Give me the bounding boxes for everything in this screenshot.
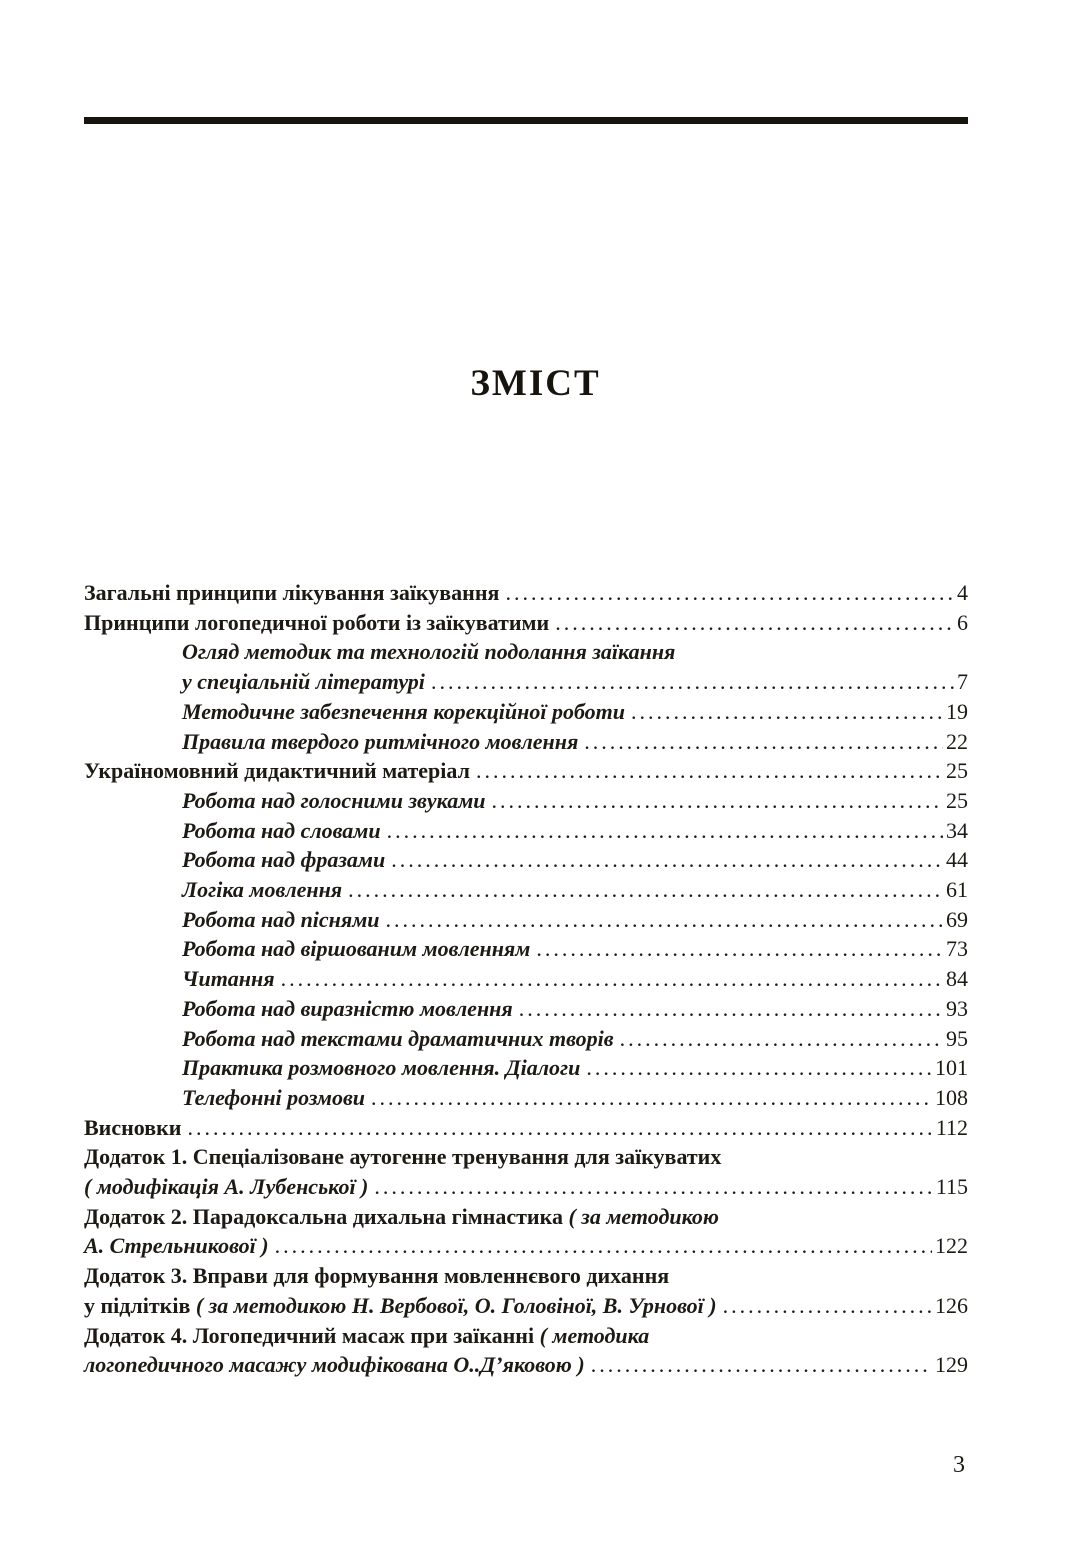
toc-entry-text xyxy=(84,1291,717,1321)
toc-entry-text xyxy=(84,578,499,608)
toc-entry-text xyxy=(182,994,513,1024)
toc-text-segment: Робота над віршованим мовленням xyxy=(182,936,531,962)
toc-line xyxy=(84,934,968,964)
toc-line xyxy=(84,637,968,667)
toc-line xyxy=(84,875,968,905)
toc-line xyxy=(84,1202,968,1232)
toc-entry-text xyxy=(182,637,675,667)
toc-line xyxy=(84,994,968,1024)
toc-entry-text xyxy=(182,816,381,846)
toc-line xyxy=(84,727,968,757)
page-title: ЗМІСТ xyxy=(470,363,601,404)
toc-text-segment: Методичне забезпечення корекційної роботи xyxy=(182,698,626,724)
dot-leader xyxy=(584,727,943,757)
table-of-contents xyxy=(84,578,968,1380)
toc-entry-text xyxy=(182,875,342,905)
toc-page-number: 4 xyxy=(957,580,968,605)
toc-page-number: 22 xyxy=(946,728,968,754)
dot-leader xyxy=(631,697,943,727)
toc-line xyxy=(84,1024,968,1054)
toc-page-number: 25 xyxy=(946,787,968,813)
toc-page-number: 112 xyxy=(935,1114,968,1140)
toc-page-number: 129 xyxy=(935,1352,968,1378)
toc-page-number: 108 xyxy=(935,1084,968,1110)
dot-leader xyxy=(519,994,943,1024)
toc-entry-text xyxy=(84,1202,719,1232)
dot-leader xyxy=(555,608,954,638)
toc-entry-text xyxy=(182,667,425,697)
toc-text-segment: ( модифікація А. Лубенської ) xyxy=(84,1174,369,1200)
toc-entry-text xyxy=(182,1024,614,1054)
toc-entry-text xyxy=(182,1083,365,1113)
toc-line xyxy=(84,786,968,816)
toc-entry-text xyxy=(84,1231,269,1261)
toc-page-number: 73 xyxy=(946,936,968,962)
toc-line xyxy=(84,1172,968,1202)
dot-leader xyxy=(386,905,943,935)
toc-text-segment: Читання xyxy=(182,966,275,992)
toc-line xyxy=(84,578,968,608)
dot-leader xyxy=(476,756,943,786)
dot-leader xyxy=(281,964,943,994)
toc-text-segment: ( методика xyxy=(539,1322,650,1348)
toc-line xyxy=(84,1142,968,1172)
dot-leader xyxy=(371,1083,932,1113)
toc-line xyxy=(84,964,968,994)
toc-entry-text xyxy=(182,786,486,816)
toc-text-segment: у спеціальній літературі xyxy=(182,669,425,695)
toc-entry-text xyxy=(84,608,549,638)
toc-text-segment: Робота над словами xyxy=(182,817,381,843)
dot-leader xyxy=(275,1231,932,1261)
dot-leader xyxy=(620,1024,943,1054)
dot-leader xyxy=(387,816,943,846)
dot-leader xyxy=(187,1113,932,1143)
toc-line xyxy=(84,1083,968,1113)
toc-text-segment: Телефонні розмови xyxy=(182,1084,366,1110)
toc-text-segment: Додаток 3. Вправи для формування мовленнєвого дихання xyxy=(84,1263,670,1289)
toc-text-segment: Загальні принципи лікування заїкування xyxy=(84,580,500,605)
toc-line xyxy=(84,667,968,697)
toc-text-segment: А. Стрельникової ) xyxy=(84,1233,269,1259)
toc-entry-text xyxy=(182,845,385,875)
toc-text-segment: Логіка мовлення xyxy=(182,877,343,903)
toc-line xyxy=(84,816,968,846)
toc-line xyxy=(84,1321,968,1351)
toc-page-number: 115 xyxy=(935,1174,968,1200)
toc-line xyxy=(84,1291,968,1321)
toc-text-segment: Додаток 2. Парадоксальна дихальна гімнастика xyxy=(84,1203,569,1229)
toc-entry-text xyxy=(182,697,625,727)
toc-page-number: 84 xyxy=(946,966,968,992)
toc-page-number: 34 xyxy=(946,817,968,843)
toc-page-number: 122 xyxy=(935,1233,968,1259)
toc-line xyxy=(84,1350,968,1380)
dot-leader xyxy=(536,934,943,964)
toc-page-number: 44 xyxy=(946,847,968,873)
toc-text-segment: ( за методикою xyxy=(568,1203,719,1229)
toc-entry-text xyxy=(84,1113,181,1143)
toc-page-number: 25 xyxy=(946,758,968,784)
toc-text-segment: Україномовний дидактичний матеріал xyxy=(84,758,470,784)
toc-entry-text xyxy=(84,756,470,786)
toc-entry-text xyxy=(84,1142,721,1172)
toc-text-segment: Правила твердого ритмічного мовлення xyxy=(182,728,579,754)
toc-page-number: 126 xyxy=(935,1292,968,1318)
toc-page-number: 61 xyxy=(946,877,968,903)
toc-line xyxy=(84,608,968,638)
toc-page-number: 7 xyxy=(957,669,968,695)
toc-text-segment: у підлітків xyxy=(84,1292,196,1318)
toc-page-number: 95 xyxy=(946,1025,968,1051)
dot-leader xyxy=(374,1172,932,1202)
toc-line xyxy=(84,1113,968,1143)
toc-text-segment: Висновки xyxy=(84,1114,182,1140)
dot-leader xyxy=(391,845,943,875)
toc-line xyxy=(84,756,968,786)
toc-text-segment: Огляд методик та технологій подолання заїкання xyxy=(182,639,676,665)
dot-leader xyxy=(348,875,943,905)
toc-line xyxy=(84,1231,968,1261)
toc-text-segment: логопедичного масажу модифікована О..Д’яковою ) xyxy=(84,1352,585,1378)
toc-entry-text xyxy=(182,1053,580,1083)
toc-entry-text xyxy=(182,934,530,964)
toc-text-segment: Додаток 4. Логопедичний масаж при заїканні xyxy=(84,1322,540,1348)
toc-page-number: 6 xyxy=(957,609,968,635)
toc-page-number: 93 xyxy=(946,995,968,1021)
toc-text-segment: Робота над фразами xyxy=(182,847,386,873)
dot-leader xyxy=(431,667,954,697)
toc-line xyxy=(84,1053,968,1083)
toc-text-segment: ( за методикою Н. Вербової, О. Головіної, В. Урнової ) xyxy=(195,1292,717,1318)
dot-leader xyxy=(492,786,943,816)
dot-leader xyxy=(723,1291,932,1321)
top-rule xyxy=(84,117,968,124)
dot-leader xyxy=(586,1053,932,1083)
toc-entry-text xyxy=(182,727,578,757)
toc-entry-text xyxy=(84,1321,649,1351)
toc-entry-text xyxy=(182,964,275,994)
toc-line xyxy=(84,845,968,875)
toc-text-segment: Робота над піснями xyxy=(182,906,380,932)
toc-text-segment: Робота над текстами драматичних творів xyxy=(182,1025,614,1051)
toc-text-segment: Принципи логопедичної роботи із заїкуватими xyxy=(84,609,550,635)
toc-entry-text xyxy=(84,1261,669,1291)
toc-page-number: 19 xyxy=(946,698,968,724)
dot-leader xyxy=(591,1350,932,1380)
toc-entry-text xyxy=(84,1350,585,1380)
toc-entry-text xyxy=(182,905,380,935)
toc-page-number: 69 xyxy=(946,906,968,932)
dot-leader xyxy=(505,578,954,608)
toc-text-segment: Практика розмовного мовлення. Діалоги xyxy=(182,1055,581,1081)
toc-page-number: 101 xyxy=(935,1055,968,1081)
toc-entry-text xyxy=(84,1172,368,1202)
toc-line xyxy=(84,905,968,935)
toc-text-segment: Робота над виразністю мовлення xyxy=(182,995,513,1021)
page-number: 3 xyxy=(953,1452,965,1478)
toc-text-segment: Додаток 1. Спеціалізоване аутогенне тренування для заїкуватих xyxy=(84,1144,722,1170)
toc-line xyxy=(84,1261,968,1291)
toc-line xyxy=(84,697,968,727)
toc-text-segment: Робота над голосними звуками xyxy=(182,787,486,813)
